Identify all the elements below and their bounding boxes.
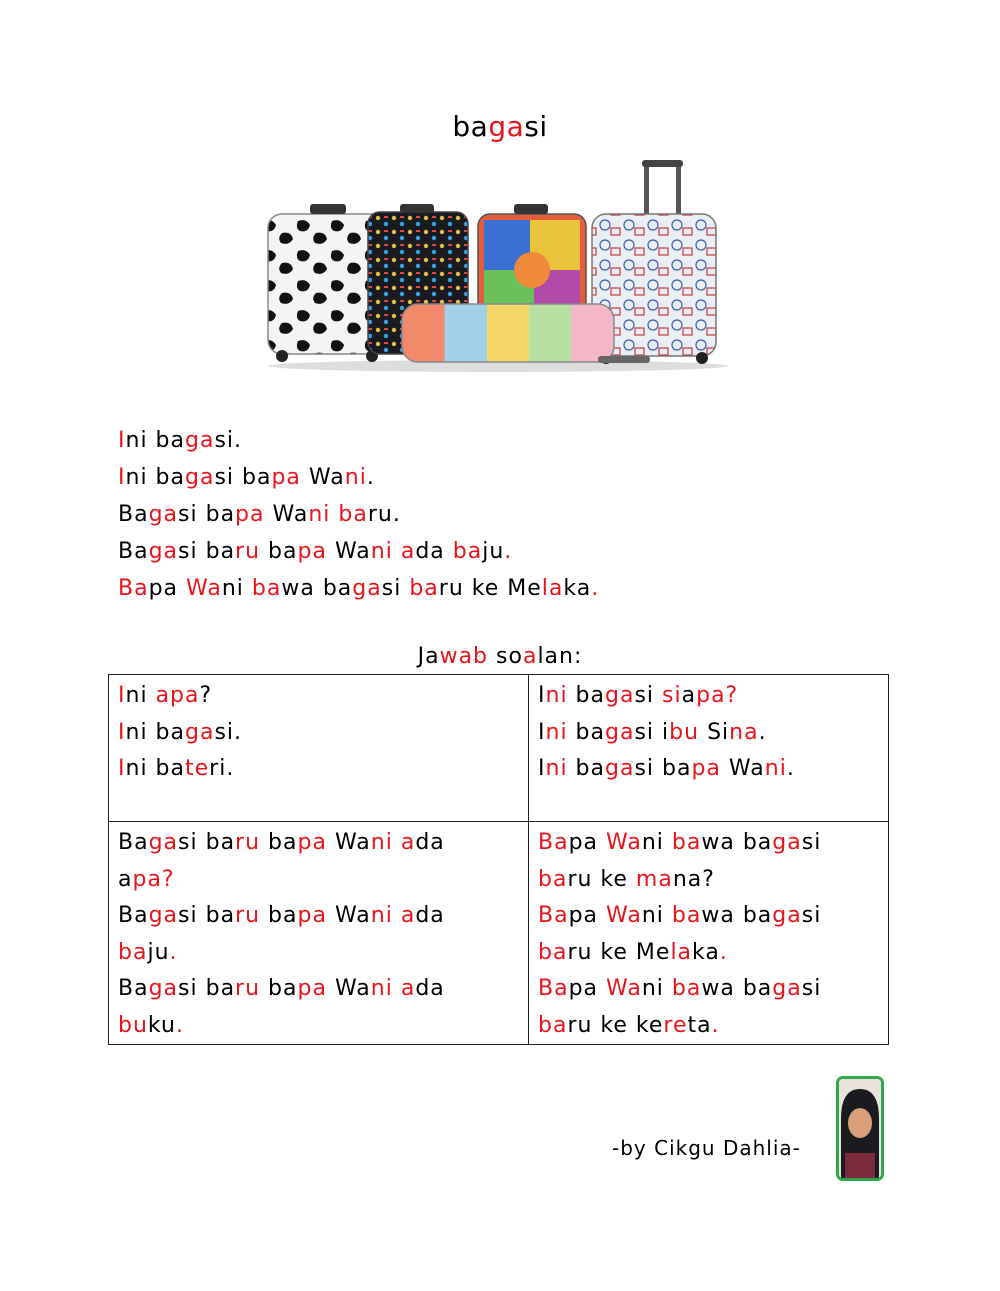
text-line (118, 459, 599, 496)
highlight-syllable: a (400, 539, 416, 564)
text-segment: Ba (118, 539, 149, 564)
table-row (109, 822, 889, 1045)
highlight-syllable: Wa (606, 976, 642, 1001)
text-segment (393, 976, 401, 1001)
highlight-syllable: . (169, 939, 178, 965)
highlight-syllable: ga (185, 465, 215, 490)
text-line (118, 570, 599, 607)
text-segment (393, 539, 401, 564)
text-segment: ta (687, 1012, 712, 1038)
highlight-syllable: . (591, 576, 600, 601)
highlight-syllable: Wa (606, 903, 642, 928)
text-line (538, 862, 880, 899)
text-line (118, 971, 520, 1008)
highlight-syllable: Ba (538, 976, 569, 1001)
highlight-syllable: I (118, 719, 126, 745)
text-segment: si i (634, 719, 670, 745)
text-segment: ni ba (125, 756, 185, 781)
text-segment: si ba (634, 756, 692, 781)
text-line (118, 862, 520, 899)
text-segment: lan: (537, 644, 583, 669)
highlight-syllable: ga (185, 428, 215, 453)
highlight-syllable: pa? (132, 866, 175, 892)
text-segment: si ba (178, 830, 236, 855)
text-segment: si ba (178, 502, 236, 527)
highlight-syllable: . (175, 1012, 184, 1038)
highlight-syllable: bu (118, 1012, 148, 1038)
text-segment: Ba (118, 502, 149, 527)
text-segment: wa ba (701, 976, 773, 1001)
text-segment: si (801, 903, 822, 928)
highlight-syllable: bu (669, 719, 700, 745)
text-segment: I (538, 683, 546, 708)
text-segment: Ba (118, 830, 149, 855)
text-segment: si ba (178, 976, 236, 1001)
text-segment: ba (260, 539, 298, 564)
highlight-syllable: ni (370, 976, 393, 1001)
highlight-syllable: ga (185, 719, 215, 745)
text-segment: ba (260, 830, 298, 855)
highlight-syllable: I (118, 683, 126, 708)
avatar (836, 1076, 884, 1181)
text-segment (393, 903, 401, 928)
highlight-syllable: ga (772, 903, 802, 928)
text-segment: . (366, 465, 375, 490)
table-cell (529, 822, 889, 1045)
highlight-syllable: pa (691, 756, 721, 781)
highlight-syllable: Ba (118, 576, 149, 601)
highlight-syllable: na (729, 719, 759, 745)
text-line (118, 898, 520, 935)
text-segment: Ba (118, 976, 149, 1001)
highlight-syllable: la (541, 576, 564, 601)
highlight-syllable: ni (308, 502, 331, 527)
highlight-syllable: ba (671, 830, 702, 855)
text-segment: da (415, 903, 445, 928)
text-segment: da (415, 976, 445, 1001)
highlight-syllable: pa (235, 502, 265, 527)
text-segment: ni ba (125, 465, 185, 490)
text-line (538, 898, 880, 935)
text-segment: si (801, 830, 822, 855)
highlight-syllable: ga (148, 539, 179, 564)
text-segment: ju (147, 939, 170, 965)
text-segment: a (681, 683, 697, 708)
highlight-syllable: ni (545, 719, 568, 745)
text-segment: Wa (326, 976, 371, 1001)
text-segment: ? (199, 683, 213, 708)
highlight-syllable: Ba (538, 830, 569, 855)
highlight-syllable: ni (370, 830, 393, 855)
highlight-syllable: pa (297, 539, 327, 564)
highlight-syllable: a (155, 683, 171, 708)
text-segment: Ja (417, 644, 440, 669)
text-segment: ku (147, 1012, 176, 1038)
text-segment: ba (260, 976, 298, 1001)
text-segment: ni ba (125, 428, 185, 453)
text-line (118, 715, 520, 752)
text-segment: I (538, 719, 546, 745)
highlight-syllable: ba (118, 939, 148, 965)
highlight-syllable: I (118, 756, 126, 781)
text-segment: Ba (118, 903, 149, 928)
highlight-syllable: pa? (696, 683, 739, 708)
text-segment: I (538, 756, 546, 781)
highlight-syllable: ni (370, 903, 393, 928)
text-segment: so (488, 644, 523, 669)
highlight-syllable: ga (148, 976, 179, 1001)
highlight-syllable: pa (271, 465, 301, 490)
text-segment: pa (568, 976, 607, 1001)
text-segment: ru ke ke (567, 1012, 664, 1038)
highlight-syllable: ba (338, 502, 368, 527)
text-segment: Wa (720, 756, 765, 781)
text-segment: wa ba (701, 830, 773, 855)
page-title (0, 110, 1000, 143)
text-segment: ba (567, 683, 606, 708)
highlight-syllable: ga (772, 830, 802, 855)
text-segment: si ba (178, 539, 236, 564)
text-line (538, 935, 880, 972)
text-segment: ba (567, 719, 606, 745)
text-segment: si. (214, 719, 243, 745)
text-segment: si (801, 976, 822, 1001)
highlight-syllable: si (662, 683, 682, 708)
text-segment: Wa (326, 830, 371, 855)
highlight-syllable: wab (439, 644, 489, 669)
text-line (118, 825, 520, 862)
author-credit: -by Cikgu Dahlia- (612, 1136, 801, 1160)
text-line (538, 971, 880, 1008)
text-segment: ni (641, 830, 672, 855)
highlight-syllable: ba (538, 1012, 568, 1038)
text-segment: ba (452, 110, 489, 143)
text-segment: . (758, 719, 767, 745)
text-segment: si ba (214, 465, 272, 490)
text-segment: da (415, 539, 453, 564)
story-paragraph (118, 422, 599, 607)
text-line (118, 422, 599, 459)
highlight-syllable: ma (635, 866, 673, 892)
highlight-syllable: ru (235, 539, 261, 564)
text-segment: Wa (300, 465, 345, 490)
text-line (538, 678, 880, 715)
text-segment: da (415, 830, 445, 855)
highlight-syllable: ba (538, 866, 568, 892)
text-segment: ju (482, 539, 505, 564)
text-segment: ni (125, 683, 156, 708)
highlight-syllable: ga (352, 576, 382, 601)
text-segment: ba (260, 903, 298, 928)
highlight-syllable: Ba (538, 903, 569, 928)
text-line (538, 715, 880, 752)
highlight-syllable: a (400, 976, 416, 1001)
text-segment: ni ba (125, 719, 185, 745)
text-line (118, 751, 520, 788)
text-segment: ka (563, 576, 592, 601)
highlight-syllable: pa (297, 976, 327, 1001)
highlight-syllable: ru (235, 903, 261, 928)
highlight-syllable: ba (538, 939, 568, 965)
text-segment: ru ke (567, 866, 636, 892)
text-segment: Wa (326, 539, 371, 564)
highlight-syllable: I (118, 465, 126, 490)
luggage-image (262, 158, 734, 372)
highlight-syllable: pa (297, 830, 327, 855)
highlight-syllable: ru (235, 976, 261, 1001)
table-cell (109, 822, 529, 1045)
highlight-syllable: ba (671, 903, 702, 928)
text-segment: ni (641, 903, 672, 928)
text-segment: si ba (178, 903, 236, 928)
highlight-syllable: ga (772, 976, 802, 1001)
highlight-syllable: Wa (186, 576, 222, 601)
text-line (538, 1008, 880, 1045)
highlight-syllable: pa (170, 683, 200, 708)
text-line (118, 935, 520, 972)
text-segment: wa ba (701, 903, 773, 928)
text-segment: si. (214, 428, 243, 453)
highlight-syllable: ga (148, 830, 179, 855)
highlight-syllable: ni (545, 756, 568, 781)
highlight-syllable: ni (764, 756, 787, 781)
text-line (118, 533, 599, 570)
text-segment: wa ba (281, 576, 353, 601)
highlight-syllable: ba (452, 539, 483, 564)
highlight-syllable: . (719, 939, 728, 965)
highlight-syllable: ga (148, 903, 179, 928)
highlight-syllable: ga (605, 683, 635, 708)
text-line (538, 751, 880, 788)
text-segment: ru. (367, 502, 401, 527)
text-line (538, 825, 880, 862)
text-segment: si (634, 683, 663, 708)
text-segment: Wa (326, 903, 371, 928)
text-segment: pa (148, 576, 187, 601)
highlight-syllable: ni (370, 539, 393, 564)
highlight-syllable: ba (409, 576, 439, 601)
text-segment: pa (568, 903, 607, 928)
text-segment: Wa (264, 502, 309, 527)
highlight-syllable: . (504, 539, 513, 564)
text-segment: . (786, 756, 795, 781)
text-segment: ru ke Me (567, 939, 671, 965)
highlight-syllable: ru (235, 830, 261, 855)
text-segment (393, 830, 401, 855)
text-segment: na? (672, 866, 715, 892)
table-row (109, 675, 889, 822)
highlight-syllable: ga (605, 719, 635, 745)
highlight-syllable: . (711, 1012, 720, 1038)
text-segment: Si (699, 719, 730, 745)
highlight-syllable: a (400, 830, 416, 855)
highlight-syllable: ga (488, 110, 525, 143)
highlight-syllable: a (400, 903, 416, 928)
text-line (118, 1008, 520, 1045)
highlight-syllable: a (522, 644, 538, 669)
highlight-syllable: ni (545, 683, 568, 708)
highlight-syllable: Wa (606, 830, 642, 855)
text-segment: ni (221, 576, 252, 601)
highlight-syllable: la (670, 939, 693, 965)
highlight-syllable: ga (605, 756, 635, 781)
text-segment: ba (567, 756, 606, 781)
text-segment: ka (692, 939, 720, 965)
question-title (0, 640, 1000, 674)
highlight-syllable: ga (148, 502, 179, 527)
table-cell (109, 675, 529, 822)
text-line (118, 496, 599, 533)
text-segment: pa (568, 830, 607, 855)
highlight-syllable: ba (671, 976, 702, 1001)
text-line (118, 678, 520, 715)
text-segment: a (118, 866, 133, 892)
text-segment: ni (641, 976, 672, 1001)
highlight-syllable: pa (297, 903, 327, 928)
table-cell (529, 675, 889, 822)
highlight-syllable: re (663, 1012, 688, 1038)
text-segment: si (524, 110, 548, 143)
text-segment: ri. (209, 756, 235, 781)
highlight-syllable: ni (344, 465, 367, 490)
text-segment: si (381, 576, 410, 601)
question-table (108, 674, 889, 1045)
text-segment: ru ke Me (438, 576, 542, 601)
highlight-syllable: I (118, 428, 126, 453)
highlight-syllable: te (185, 756, 210, 781)
highlight-syllable: ba (251, 576, 282, 601)
